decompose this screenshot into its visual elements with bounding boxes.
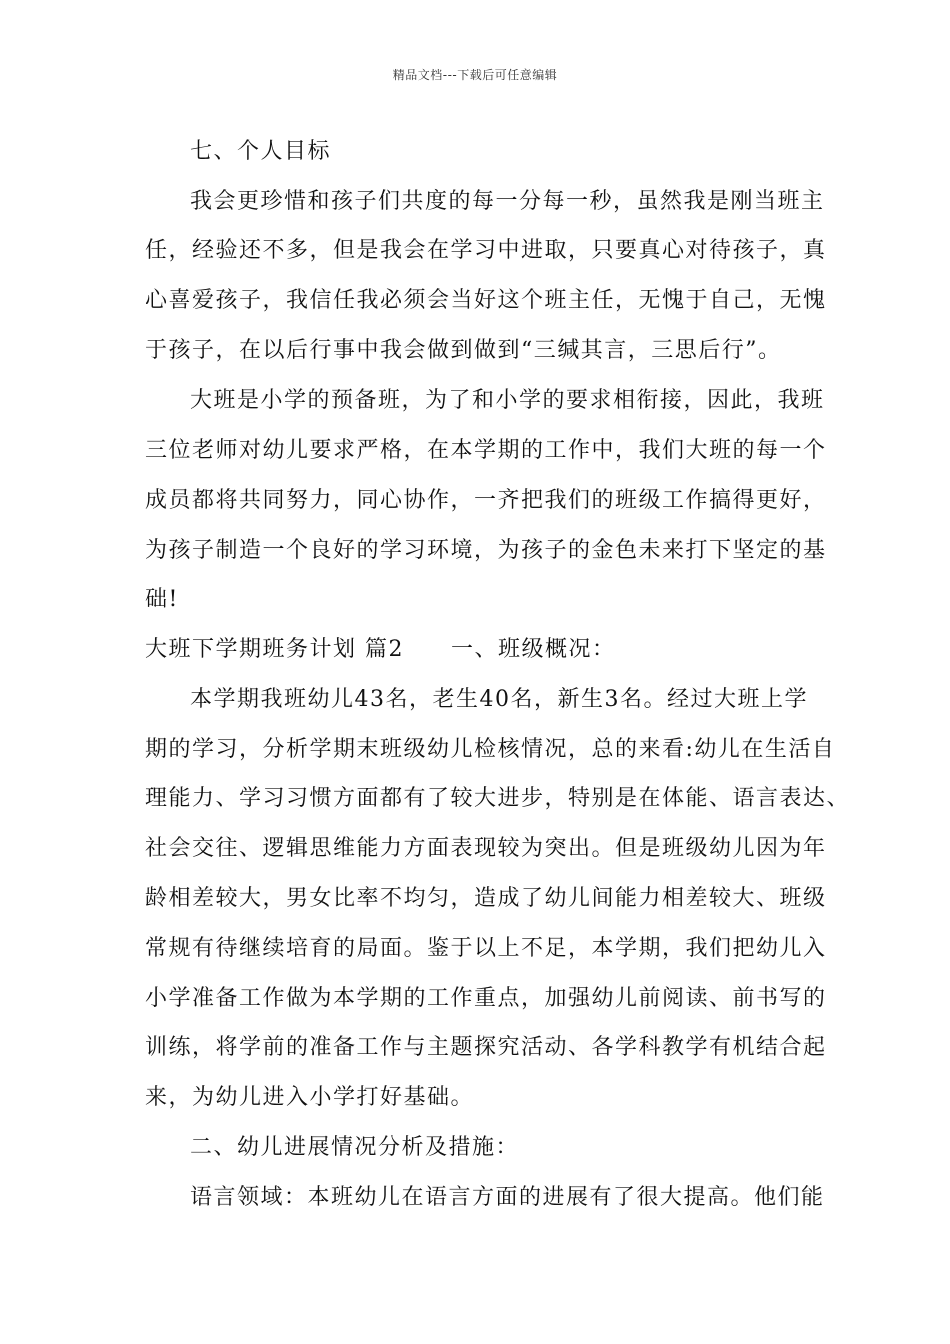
- paragraph-line: 本学期我班幼儿43名，老生40名，新生3名。经过大班上学: [190, 687, 808, 712]
- page-header: 精品文档---下载后可任意编辑: [392, 68, 558, 82]
- paragraph-line: 任，经验还不多，但是我会在学习中进取，只要真心对待孩子，真: [145, 238, 827, 263]
- paragraph-line: 我会更珍惜和孩子们共度的每一分每一秒，虽然我是刚当班主: [190, 189, 825, 214]
- paragraph-line: 语言领域：本班幼儿在语言方面的进展有了很大提高。他们能: [190, 1185, 825, 1210]
- section-heading: 二、幼儿进展情况分析及措施：: [190, 1135, 520, 1160]
- paragraph-line: 三位老师对幼儿要求严格，在本学期的工作中，我们大班的每一个: [145, 438, 827, 463]
- paragraph-line: 社会交往、逻辑思维能力方面表现较为突出。但是班级幼儿因为年: [145, 836, 827, 861]
- paragraph-line: 龄相差较大，男女比率不均匀，造成了幼儿间能力相差较大、班级: [145, 886, 827, 911]
- paragraph-line: 础!: [145, 587, 179, 612]
- paragraph-line: 训练，将学前的准备工作与主题探究活动、各学科教学有机结合起: [145, 1035, 827, 1060]
- paragraph-line: 成员都将共同努力，同心协作，一齐把我们的班级工作搞得更好，: [145, 488, 827, 513]
- paragraph-line: 于孩子，在以后行事中我会做到做到“三缄其言，三思后行”。: [145, 338, 782, 363]
- paragraph-line: 期的学习，分析学期末班级幼儿检核情况，总的来看:幼儿在生活自: [145, 737, 836, 762]
- paragraph-line: 为孩子制造一个良好的学习环境，为孩子的金色未来打下坚定的基: [145, 538, 827, 563]
- paragraph-line: 大班是小学的预备班，为了和小学的要求相衔接，因此，我班: [190, 388, 825, 413]
- paragraph-line: 小学准备工作做为本学期的工作重点，加强幼儿前阅读、前书写的: [145, 986, 827, 1011]
- paragraph-line: 心喜爱孩子，我信任我必须会当好这个班主任，无愧于自己，无愧: [145, 288, 827, 313]
- paragraph-line: 来，为幼儿进入小学打好基础。: [145, 1085, 475, 1110]
- section-title-line: 大班下学期班务计划 篇2 一、班级概况：: [145, 637, 616, 662]
- section-heading: 七、个人目标: [190, 139, 332, 164]
- paragraph-line: 理能力、学习习惯方面都有了较大进步，特别是在体能、语言表达、: [145, 786, 851, 811]
- paragraph-line: 常规有待继续培育的局面。鉴于以上不足，本学期，我们把幼儿入: [145, 936, 827, 961]
